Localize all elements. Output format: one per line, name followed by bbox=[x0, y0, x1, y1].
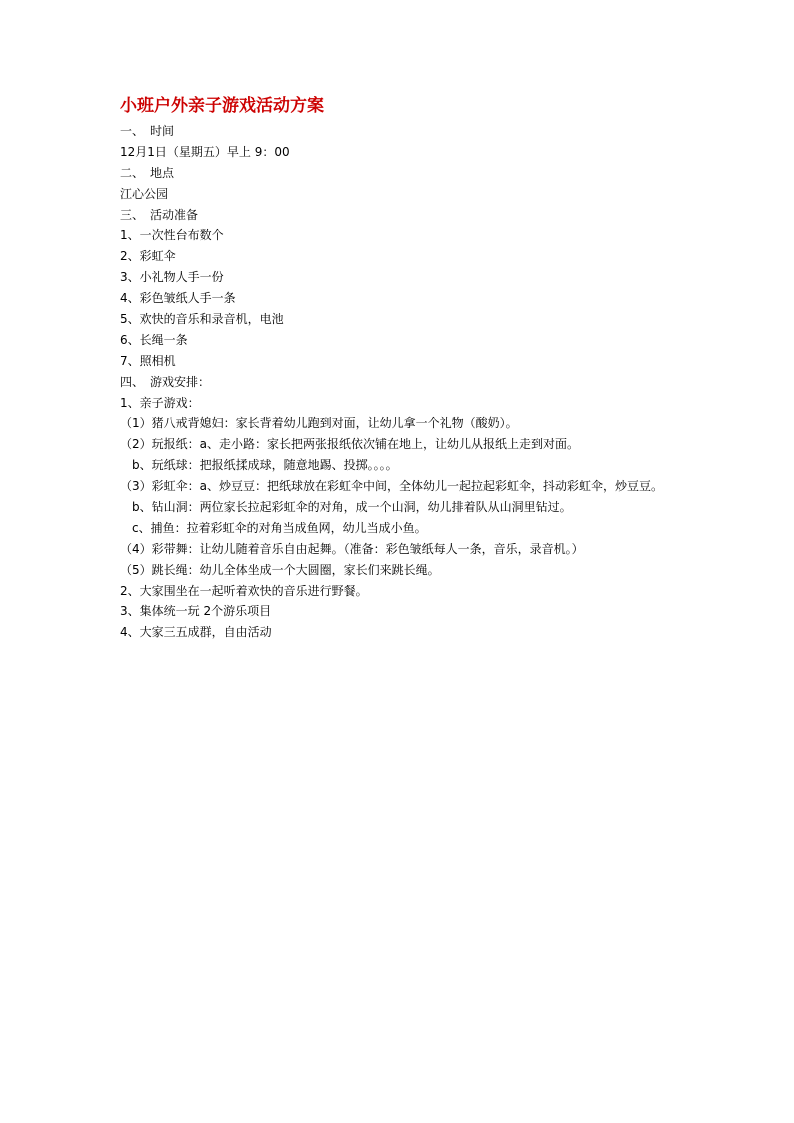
document-body bbox=[120, 95, 720, 643]
time-value: 12月1日（星期五）早上 9：00 bbox=[120, 144, 290, 159]
section-heading-schedule: 四、 游戏安排： bbox=[120, 374, 211, 389]
schedule-item: 3、集体统一玩 2个游乐项目 bbox=[120, 604, 272, 619]
preparation-item: 3、小礼物人手一份 bbox=[120, 270, 224, 285]
game-item: （1）猪八戒背媳妇：家长背着幼儿跑到对面，让幼儿拿一个礼物（酸奶）。 bbox=[120, 416, 518, 431]
preparation-item: 6、长绳一条 bbox=[120, 332, 188, 347]
game-subitem: c、捕鱼：拉着彩虹伞的对角当成鱼网，幼儿当成小鱼。 bbox=[120, 520, 427, 535]
schedule-item: 4、大家三五成群，自由活动 bbox=[120, 625, 272, 640]
preparation-item: 7、照相机 bbox=[120, 353, 176, 368]
schedule-item: 2、大家围坐在一起听着欢快的音乐进行野餐。 bbox=[120, 583, 368, 598]
preparation-item: 4、彩色皱纸人手一条 bbox=[120, 291, 236, 306]
game-item: （3）彩虹伞：a、炒豆豆：把纸球放在彩虹伞中间，全体幼儿一起拉起彩虹伞，抖动彩虹伞，炒豆豆。 bbox=[120, 479, 663, 494]
location-value: 江心公园 bbox=[120, 186, 169, 201]
preparation-item: 5、欢快的音乐和录音机，电池 bbox=[120, 312, 284, 327]
section-heading-location: 二、 地点 bbox=[120, 165, 175, 180]
preparation-item: 2、彩虹伞 bbox=[120, 249, 176, 264]
preparation-item: 1、一次性台布数个 bbox=[120, 228, 224, 243]
section-heading-preparation: 三、 活动准备 bbox=[120, 207, 199, 222]
game-item: （2）玩报纸：a、走小路：家长把两张报纸依次铺在地上，让幼儿从报纸上走到对面。 bbox=[120, 437, 579, 452]
section-heading-time: 一、 时间 bbox=[120, 124, 175, 138]
game-item: （4）彩带舞：让幼儿随着音乐自由起舞。（准备：彩色皱纸每人一条，音乐，录音机。） bbox=[120, 541, 584, 556]
schedule-item: 1、亲子游戏： bbox=[120, 395, 200, 410]
game-subitem: b、钻山洞：两位家长拉起彩虹伞的对角，成一个山洞，幼儿排着队从山洞里钻过。 bbox=[120, 500, 572, 515]
document-title: 小班户外亲子游戏活动方案 bbox=[120, 96, 324, 116]
document-lines bbox=[120, 121, 720, 643]
game-subitem: b、玩纸球：把报纸揉成球，随意地踢、投掷。。。。 bbox=[120, 458, 398, 473]
game-item: （5）跳长绳：幼儿全体坐成一个大圆圈，家长们来跳长绳。 bbox=[120, 562, 440, 577]
